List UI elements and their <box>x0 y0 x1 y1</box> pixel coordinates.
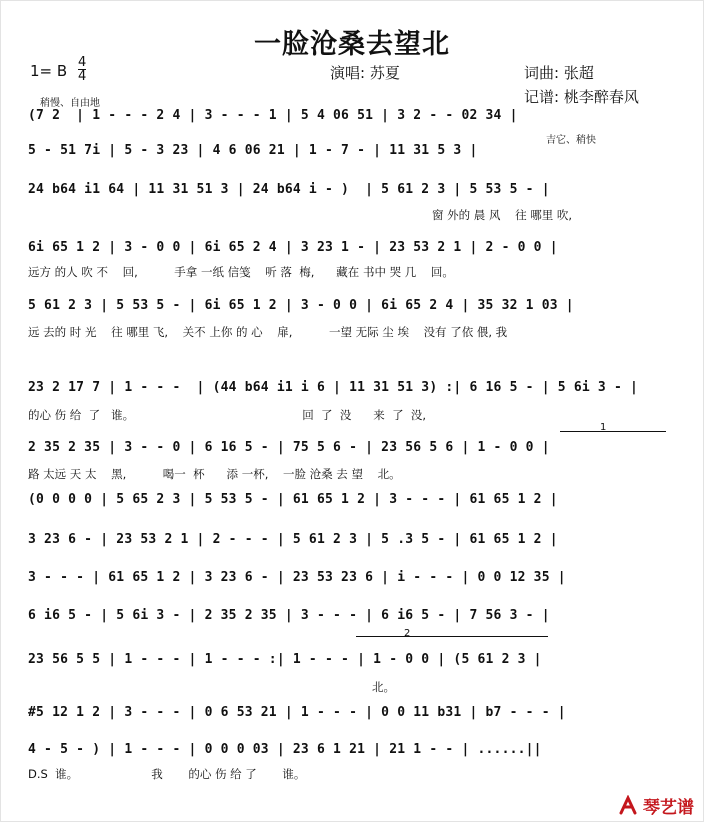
volta-2-bracket <box>356 636 548 637</box>
notation-row-6: 23 2 17 7 | 1 - - - | (44 b64 i1 i 6 | 11 31 51 3) :| 6 16 5 - | 5 6i 3 - | <box>28 380 639 395</box>
lyric-line-14: D.S 谁。 我 的心 伤 给 了 谁。 <box>28 767 306 781</box>
composer-credit: 词曲: 张超 <box>524 64 594 82</box>
notation-row-11: 6 i6 5 - | 5 6i 3 - | 2 35 2 35 | 3 - - - | 6 i6 5 - | 7 56 3 - | <box>28 608 550 623</box>
notation-row-1: (7 2 | 1 - - - 2 4 | 3 - - - 1 | 5 4 06 51 | 3 2 - - 02 34 | <box>28 108 518 123</box>
lyric-line-6: 的心 伤 给 了 谁。 回 了 没 来 了 没, <box>28 408 427 422</box>
volta-1-label: 1 <box>600 422 607 433</box>
notation-row-4: 6i 65 1 2 | 3 - 0 0 | 6i 65 2 4 | 3 23 1 - | 23 53 2 1 | 2 - 0 0 | <box>28 240 558 255</box>
tempo-marking: 稍慢、自由地 <box>40 98 100 109</box>
guitar-marking: 吉它、稍快 <box>546 135 596 146</box>
key-signature: 1= B <box>30 62 68 80</box>
transcriber-credit: 记谱: 桃李醉春风 <box>524 88 639 106</box>
lyric-line-7: 路 太远 天 太 黑, 喝一 杯 添 一杯, 一脸 沧桑 去 望 北。 <box>28 467 401 481</box>
lyric-line-12: 北。 <box>372 680 395 694</box>
notation-row-14: 4 - 5 - ) | 1 - - - | 0 0 0 03 | 23 6 1 21 | 21 1 - - | ......|| <box>28 742 542 757</box>
time-sig-top: 4 <box>78 55 87 70</box>
lyric-line-5: 远 去的 时 光 往 哪里 飞, 关不 上你 的 心 扉, 一望 无际 尘 埃 没有 了依 偎, 我 <box>28 325 508 339</box>
notation-row-12: 23 56 5 5 | 1 - - - | 1 - - - :| 1 - - - | 1 - 0 0 | (5 61 2 3 | <box>28 652 542 667</box>
notation-row-8: (0 0 0 0 | 5 65 2 3 | 5 53 5 - | 61 65 1 2 | 3 - - - | 61 65 1 2 | <box>28 492 558 507</box>
qinyipu-logo <box>617 793 694 818</box>
song-title: 一脸沧桑去望北 <box>254 29 450 60</box>
logo-mark-icon <box>617 795 639 817</box>
notation-row-9: 3 23 6 - | 23 53 2 1 | 2 - - - | 5 61 2 3 | 5 .3 5 - | 61 65 1 2 | <box>28 532 558 547</box>
volta-2-label: 2 <box>404 628 411 639</box>
time-signature <box>78 56 86 83</box>
volta-1-bracket <box>560 431 666 432</box>
lyric-line-3: 窗 外的 晨 风 往 哪里 吹, <box>432 208 573 222</box>
logo-text: 琴艺谱 <box>643 798 694 818</box>
notation-row-7: 2 35 2 35 | 3 - - 0 | 6 16 5 - | 75 5 6 - | 23 56 5 6 | 1 - 0 0 | <box>28 440 550 455</box>
notation-row-13: #5 12 1 2 | 3 - - - | 0 6 53 21 | 1 - - - | 0 0 11 b31 | b7 - - - | <box>28 705 566 720</box>
notation-row-5: 5 61 2 3 | 5 53 5 - | 6i 65 1 2 | 3 - 0 0 | 6i 65 2 4 | 35 32 1 03 | <box>28 298 574 313</box>
time-sig-bottom: 4 <box>78 69 87 84</box>
notation-row-10: 3 - - - | 61 65 1 2 | 3 23 6 - | 23 53 23 6 | i - - - | 0 0 12 35 | <box>28 570 566 585</box>
singer-credit: 演唱: 苏夏 <box>330 64 400 82</box>
notation-row-3: 24 b64 i1 64 | 11 31 51 3 | 24 b64 i - ) | 5 61 2 3 | 5 53 5 - | <box>28 182 550 197</box>
notation-row-2: 5 - 51 7i | 5 - 3 23 | 4 6 06 21 | 1 - 7 - | 11 31 5 3 | <box>28 143 478 158</box>
lyric-line-4: 远方 的人 吹 不 回, 手拿 一纸 信笺 听 落 梅, 藏在 书中 哭 几 回。 <box>28 265 454 279</box>
